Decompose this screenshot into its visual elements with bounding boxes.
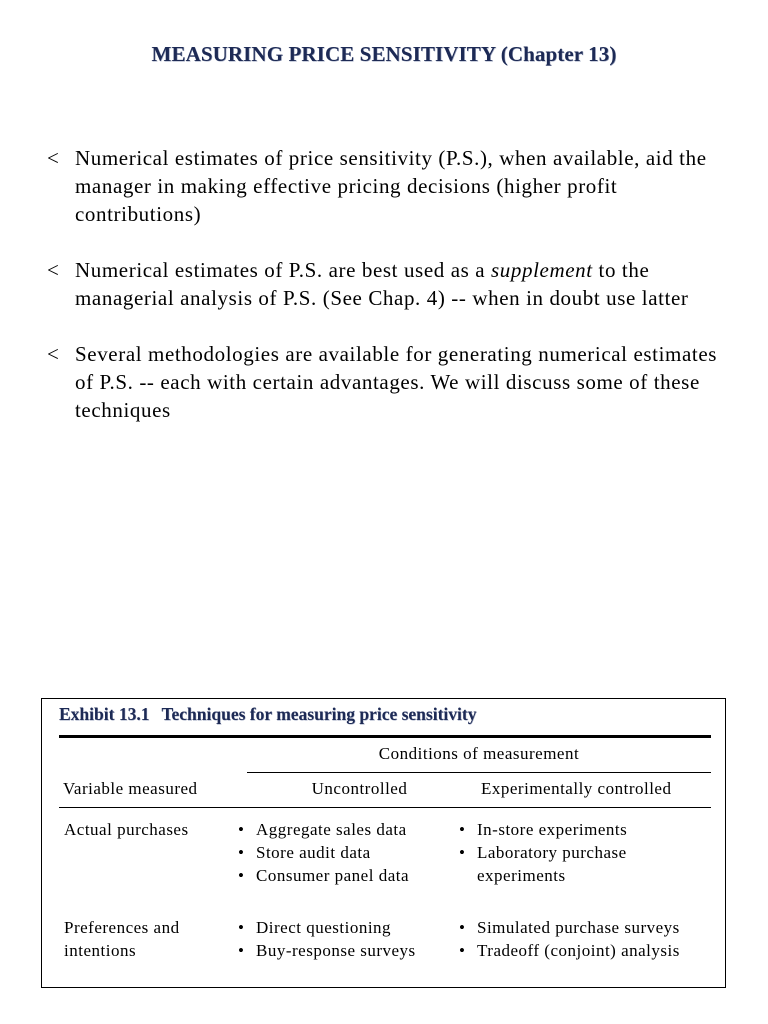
row-label: Preferences and intentions — [64, 918, 180, 960]
top-rule — [59, 735, 711, 738]
bullet-item — [47, 144, 737, 228]
technique-item: • Laboratory purchase experiments — [459, 841, 689, 887]
exhibit-caption: Techniques for measuring price sensitivity — [161, 704, 477, 724]
conditions-rule — [247, 772, 711, 773]
uncontrolled-cell — [238, 916, 416, 962]
exhibit-table — [41, 698, 726, 988]
bullet-text: Several methodologies are available for generating numerical estimates of P.S. -- each with certain advantages. We will discuss some of these techniques — [75, 342, 718, 422]
technique-item: • Buy-response surveys — [238, 939, 416, 962]
technique-item: • Tradeoff (conjoint) analysis — [459, 939, 680, 962]
bullet-text: Numerical estimates of price sensitivity (P.S.), when available, aid the manager in making effective pricing decisions (higher profit contributions) — [75, 146, 707, 226]
uncontrolled-cell — [238, 818, 409, 887]
column-header-controlled: Experimentally controlled — [481, 779, 672, 798]
conditions-header: Conditions of measurement — [378, 744, 580, 763]
bullet-list — [47, 144, 737, 452]
bullet-item — [47, 340, 737, 424]
bullet-emphasis: supplement — [491, 258, 593, 282]
technique-item: • Aggregate sales data — [238, 818, 409, 841]
exhibit-title — [59, 704, 476, 725]
header-rule — [59, 807, 711, 808]
exhibit-number: Exhibit 13.1 — [59, 704, 150, 724]
technique-item: • Consumer panel data — [238, 864, 409, 887]
technique-item: • In-store experiments — [459, 818, 689, 841]
controlled-cell — [459, 916, 680, 962]
technique-item: • Store audit data — [238, 841, 409, 864]
bullet-marker: < — [47, 146, 60, 170]
bullet-marker: < — [47, 342, 60, 366]
technique-item: • Direct questioning — [238, 916, 416, 939]
bullet-item — [47, 256, 737, 312]
column-header-variable: Variable measured — [63, 779, 198, 798]
bullet-text-start: Numerical estimates of P.S. are best used as a — [75, 258, 492, 282]
technique-item: • Simulated purchase surveys — [459, 916, 680, 939]
row-label: Actual purchases — [64, 820, 189, 839]
bullet-text-end: to the managerial analysis of P.S. (See Chap. 4) -- when in doubt use latter — [75, 258, 689, 310]
page-title: MEASURING PRICE SENSITIVITY (Chapter 13) — [151, 42, 617, 66]
bullet-marker: < — [47, 258, 60, 282]
controlled-cell — [459, 818, 689, 887]
column-header-uncontrolled: Uncontrolled — [311, 779, 408, 798]
